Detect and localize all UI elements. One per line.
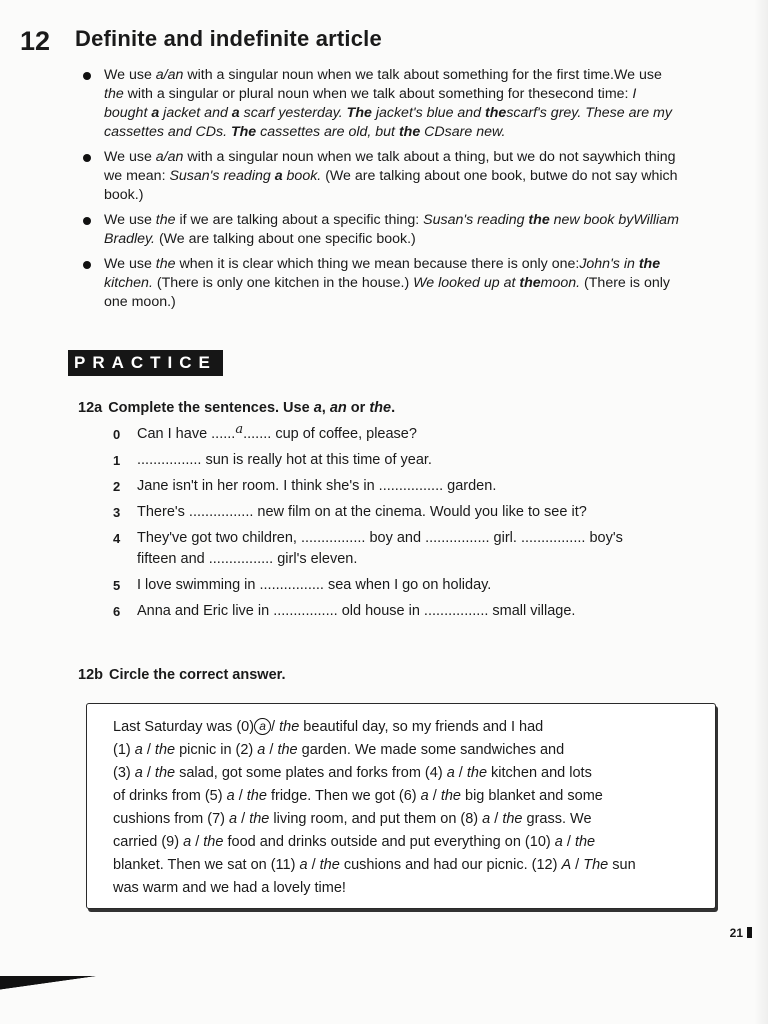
text-run: with a singular noun when we talk about something for the first time. — [183, 67, 615, 83]
emphasis-text: a — [134, 765, 143, 781]
text-run: beautiful day, so my friends and I had — [299, 719, 544, 735]
story-text — [113, 716, 703, 900]
text-run: living room, and put them on (8) — [269, 811, 483, 827]
bullet-icon — [83, 154, 91, 162]
text-line — [104, 256, 579, 272]
text-run: (We are talking about one book, but — [321, 168, 550, 184]
text-run: picnic in (2) — [175, 742, 258, 758]
text-run: We use — [104, 149, 156, 165]
grammar-rules-list — [80, 66, 680, 318]
text-run: (There is only one kitchen in the house.) — [152, 275, 414, 291]
emphasis-text: a/an — [155, 149, 184, 165]
text-line — [104, 212, 633, 228]
emphasis-text: Susan's reading — [169, 168, 275, 184]
emphasis-text: the — [203, 834, 224, 850]
text-run: / — [571, 857, 584, 873]
text-line — [113, 808, 703, 831]
emphasis-text: the — [528, 212, 550, 228]
emphasis-text: a — [151, 105, 160, 121]
emphasis-text: the — [277, 742, 298, 758]
emphasis-text: the — [154, 742, 176, 758]
exercise-number: 12b — [78, 667, 103, 683]
text-line — [137, 424, 713, 445]
emphasis-text: the — [155, 256, 176, 272]
item-number: 5 — [113, 578, 121, 593]
text-run: We use — [104, 256, 156, 272]
emphasis-text: are new. — [451, 124, 506, 140]
emphasis-text: The — [583, 857, 609, 873]
text-line — [137, 450, 713, 471]
emphasis-text: a — [554, 834, 563, 850]
text-run: when it is clear which thing we mean because there is only one: — [175, 256, 580, 272]
exercise-12b-heading — [78, 667, 286, 683]
text-run: (1) — [113, 742, 135, 758]
text-run: we do not say which book.) — [104, 168, 678, 203]
text-run: / — [490, 811, 503, 827]
text-run: or — [346, 400, 370, 416]
practice-banner: PRACTICE — [68, 350, 223, 376]
text-line — [137, 502, 713, 523]
emphasis-text: a — [420, 788, 429, 804]
emphasis-text: the — [519, 275, 541, 291]
emphasis-text: a — [313, 400, 322, 416]
text-line — [137, 601, 713, 622]
text-run: carried (9) — [113, 834, 184, 850]
text-run: fifteen and ................ girl's eleven. — [137, 551, 358, 567]
emphasis-text: moon. — [540, 275, 581, 291]
text-run: Last Saturday was (0) — [113, 719, 255, 735]
text-run: food and drinks outside and put everything on (10) — [223, 834, 555, 850]
text-run: Complete the sentences. Use — [108, 400, 314, 416]
text-run: / — [142, 765, 155, 781]
emphasis-text: new book by — [549, 212, 634, 228]
emphasis-text: the — [574, 834, 596, 850]
exercise-12a-heading — [78, 400, 395, 416]
emphasis-text: cassettes are old, but — [256, 124, 399, 140]
emphasis-text: John's in — [579, 256, 639, 272]
item-number: 4 — [113, 531, 121, 546]
item-number: 2 — [113, 479, 121, 494]
text-run: which thing we mean: — [104, 149, 676, 184]
emphasis-text: the — [155, 212, 176, 228]
emphasis-text: the — [502, 811, 523, 827]
emphasis-text: a/an — [155, 67, 184, 83]
emphasis-text: a — [257, 742, 266, 758]
emphasis-text: a — [183, 834, 192, 850]
exercise-item — [113, 424, 713, 445]
exercise-item — [113, 601, 713, 622]
text-run: / — [191, 834, 204, 850]
text-line — [113, 762, 703, 785]
grammar-rule — [80, 66, 680, 142]
text-run: sun — [608, 857, 636, 873]
unit-number: 12 — [20, 26, 51, 56]
emphasis-text: a — [229, 811, 238, 827]
text-run: . — [391, 400, 396, 416]
text-run: was warm and we had a lovely time! — [113, 880, 346, 896]
text-line — [113, 785, 703, 808]
emphasis-text: a — [226, 788, 235, 804]
text-run: fridge. Then we got (6) — [266, 788, 421, 804]
emphasis-text: the — [246, 788, 267, 804]
exercise-item — [113, 575, 713, 596]
emphasis-text: I bought — [104, 86, 637, 121]
text-run: We use — [104, 67, 156, 83]
exercise-instruction: Circle the correct answer. — [109, 667, 286, 683]
handwritten-answer: a — [235, 422, 244, 437]
text-run: garden. We made some sandwiches and — [297, 742, 565, 758]
bullet-icon — [83, 217, 91, 225]
emphasis-text: the — [279, 719, 300, 735]
text-run: second time: — [548, 86, 633, 102]
text-run: (There is only one moon.) — [104, 275, 670, 310]
grammar-rule — [80, 148, 680, 205]
text-run: with a singular or plural noun when we talk about something for the — [123, 86, 549, 102]
exercise-12b-textbox — [86, 703, 716, 909]
exercise-item — [113, 502, 713, 523]
emphasis-text: a — [274, 168, 283, 184]
text-run: kitchen and lots — [487, 765, 592, 781]
emphasis-text: The — [346, 105, 372, 121]
emphasis-text: a — [231, 105, 240, 121]
emphasis-text: The — [230, 124, 257, 140]
exercise-12a-items — [113, 424, 713, 627]
emphasis-text: A — [561, 857, 572, 873]
text-run: Anna and Eric live in ................ old house in ................ small village. — [137, 603, 576, 619]
text-run: / — [307, 857, 320, 873]
item-number: 3 — [113, 505, 121, 520]
grammar-rule — [80, 211, 680, 249]
exercise-number: 12a — [78, 400, 103, 416]
emphasis-text: the — [440, 788, 461, 804]
text-run: salad, got some plates and forks from (4) — [175, 765, 447, 781]
text-run: (We are talking about one specific book.) — [155, 231, 416, 247]
emphasis-text: the — [485, 105, 507, 121]
emphasis-text: We looked up at — [413, 275, 520, 291]
text-run: / — [265, 742, 278, 758]
item-number: 6 — [113, 604, 121, 619]
emphasis-text: book. — [282, 168, 322, 184]
emphasis-text: a — [482, 811, 491, 827]
text-line — [113, 716, 703, 739]
emphasis-text: the — [638, 256, 661, 272]
text-run: / — [271, 719, 280, 735]
item-number: 0 — [113, 427, 121, 442]
bullet-icon — [83, 72, 91, 80]
unit-title: Definite and indefinite article — [75, 26, 382, 51]
text-line — [137, 549, 713, 570]
text-line — [104, 67, 614, 83]
text-line — [113, 831, 703, 854]
text-line — [137, 528, 713, 549]
text-run: cushions from (7) — [113, 811, 230, 827]
text-run: / — [234, 788, 247, 804]
text-run: / — [142, 742, 155, 758]
emphasis-text: a — [299, 857, 308, 873]
text-run: with a singular noun when we talk about a thing, but we do not say — [183, 149, 605, 165]
text-run: We use — [614, 67, 662, 83]
emphasis-text: the — [104, 86, 124, 102]
emphasis-text: scarf's grey. These are my cassettes and CDs. — [104, 105, 672, 140]
emphasis-text: kitchen. — [104, 275, 153, 291]
circled-answer: a — [254, 718, 271, 735]
emphasis-text: jacket's blue and — [371, 105, 486, 121]
text-run: / — [562, 834, 575, 850]
exercise-item — [113, 476, 713, 497]
text-run: Jane isn't in her room. I think she's in ................ garden. — [137, 478, 497, 494]
emphasis-text: Susan's reading — [423, 212, 529, 228]
page-edge-shadow — [754, 0, 768, 1024]
exercise-item — [113, 528, 713, 570]
text-run: grass. We — [522, 811, 592, 827]
emphasis-text: CDs — [420, 124, 452, 140]
text-run: ................ sun is really hot at this time of year. — [137, 452, 432, 468]
text-run: / — [428, 788, 441, 804]
text-run: ....... cup of coffee, please? — [243, 426, 417, 442]
text-run: , — [321, 400, 330, 416]
emphasis-text: the — [398, 124, 421, 140]
text-run: blanket. Then we sat on (11) — [113, 857, 300, 873]
grammar-rule — [80, 255, 680, 312]
text-line — [104, 149, 605, 165]
page-number: 21 — [730, 926, 752, 940]
text-run: big blanket and some — [460, 788, 603, 804]
text-line — [137, 575, 713, 596]
emphasis-text: the — [154, 765, 176, 781]
text-run: Can I have ...... — [137, 426, 236, 442]
text-line — [113, 877, 703, 900]
bullet-icon — [83, 261, 91, 269]
text-run: cushions and had our picnic. (12) — [339, 857, 562, 873]
emphasis-text: the — [466, 765, 488, 781]
exercise-item — [113, 450, 713, 471]
emphasis-text: jacket and — [159, 105, 232, 121]
emphasis-text: scarf yesterday. — [239, 105, 347, 121]
emphasis-text: a — [446, 765, 455, 781]
emphasis-text: an — [329, 400, 347, 416]
text-run: if we are talking about a specific thing: — [175, 212, 424, 228]
emphasis-text: a — [134, 742, 143, 758]
text-run: There's ................ new film on at the cinema. Would you like to see it? — [137, 504, 587, 520]
text-run: We use — [104, 212, 156, 228]
item-number: 1 — [113, 453, 121, 468]
emphasis-text: the — [319, 857, 340, 873]
text-line — [113, 854, 703, 877]
text-run: / — [454, 765, 467, 781]
emphasis-text: William Bradley. — [104, 212, 679, 247]
emphasis-text: the — [249, 811, 270, 827]
text-run: of drinks from (5) — [113, 788, 227, 804]
text-line — [113, 739, 703, 762]
text-run: I love swimming in ................ sea when I go on holiday. — [137, 577, 492, 593]
page-corner-edge — [0, 976, 110, 994]
text-line — [452, 124, 506, 140]
text-run: (3) — [113, 765, 135, 781]
exercise-instruction — [108, 400, 395, 416]
text-run: / — [237, 811, 250, 827]
text-line — [137, 476, 713, 497]
emphasis-text: the — [369, 400, 392, 416]
text-run: They've got two children, ................ boy and ................ girl. ................ boy's — [137, 530, 623, 546]
unit-header — [20, 22, 740, 62]
